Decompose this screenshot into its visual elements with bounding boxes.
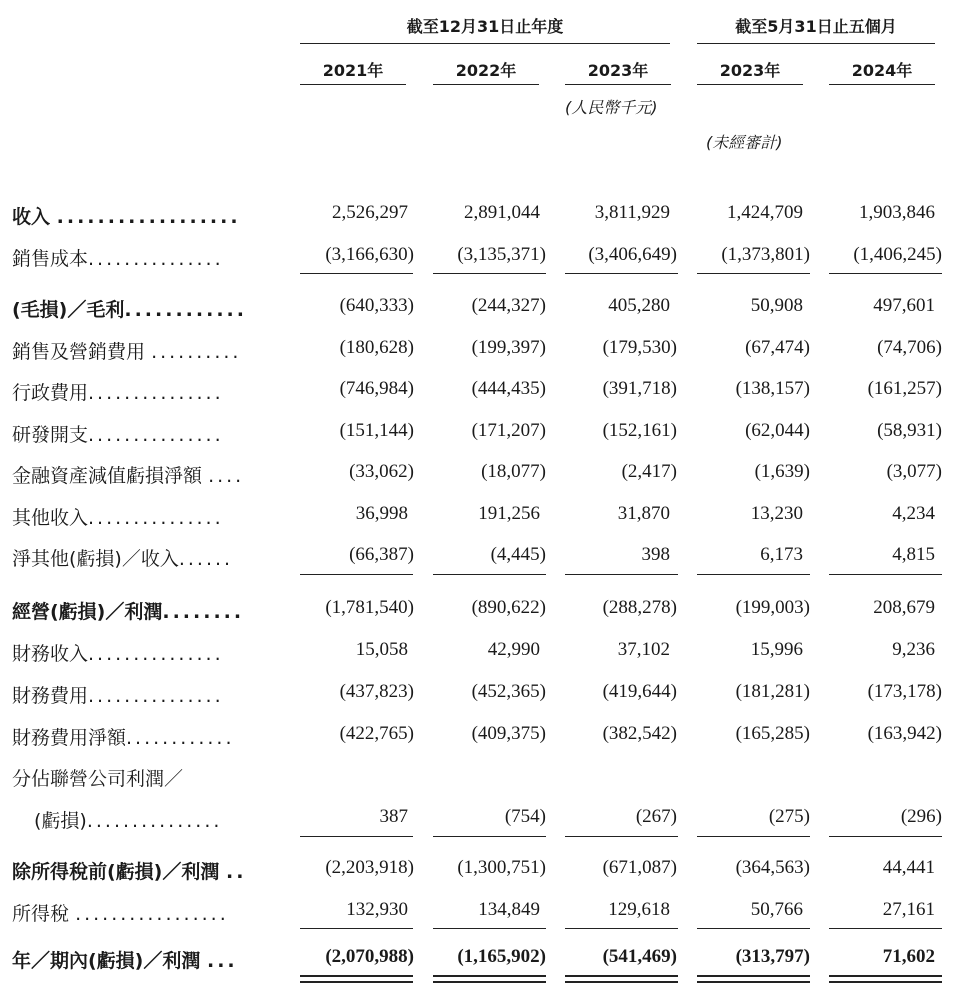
year-underline bbox=[829, 84, 935, 85]
value-cell: 13,230 bbox=[750, 503, 803, 524]
value-cell: (452,365) bbox=[471, 681, 546, 702]
subtotal-rule bbox=[433, 928, 546, 929]
year-header: 2023年 bbox=[719, 61, 781, 80]
value-cell: 37,102 bbox=[617, 639, 670, 660]
subtotal-rule bbox=[829, 836, 942, 837]
value-cell: (364,563) bbox=[735, 857, 810, 878]
subtotal-rule bbox=[697, 273, 810, 274]
year-underline bbox=[697, 84, 803, 85]
value-cell: (890,622) bbox=[471, 597, 546, 618]
value-cell: (199,397) bbox=[471, 337, 546, 358]
value-cell: (62,044) bbox=[745, 420, 810, 441]
currency-note: (人民幣千元) bbox=[565, 98, 658, 117]
value-cell: (181,281) bbox=[735, 681, 810, 702]
row-label-share-of-associates-cont: (虧損)............... bbox=[34, 810, 223, 832]
value-cell: (199,003) bbox=[735, 597, 810, 618]
row-label-rnd-expenses: 研發開支............... bbox=[12, 424, 224, 446]
row-label-selling-expenses: 銷售及營銷費用 .......... bbox=[12, 341, 242, 363]
subtotal-rule bbox=[300, 928, 413, 929]
value-cell: (541,469) bbox=[602, 946, 677, 967]
subtotal-rule bbox=[433, 836, 546, 837]
value-cell: 71,602 bbox=[882, 946, 935, 967]
value-cell: 134,849 bbox=[478, 899, 540, 920]
year-header: 2023年 bbox=[587, 61, 649, 80]
value-cell: 398 bbox=[641, 544, 670, 565]
value-cell: (165,285) bbox=[735, 723, 810, 744]
subtotal-rule bbox=[565, 836, 678, 837]
value-cell: (2,417) bbox=[621, 461, 677, 482]
value-cell: (180,628) bbox=[339, 337, 414, 358]
group-underline bbox=[300, 43, 670, 44]
value-cell: (296) bbox=[900, 806, 942, 827]
year-underline bbox=[300, 84, 406, 85]
value-cell: (640,333) bbox=[339, 295, 414, 316]
double-total-rule bbox=[565, 975, 678, 983]
value-cell: 50,908 bbox=[750, 295, 803, 316]
value-cell: (313,797) bbox=[735, 946, 810, 967]
row-label-impairment-losses: 金融資產減值虧損淨額 .... bbox=[12, 465, 245, 487]
subtotal-rule bbox=[565, 574, 678, 575]
subtotal-rule bbox=[565, 273, 678, 274]
value-cell: 4,234 bbox=[892, 503, 935, 524]
value-cell: (275) bbox=[768, 806, 810, 827]
subtotal-rule bbox=[565, 928, 678, 929]
subtotal-rule bbox=[300, 273, 413, 274]
row-label-net-other: 淨其他(虧損)／收入...... bbox=[12, 548, 234, 570]
value-cell: (163,942) bbox=[867, 723, 942, 744]
value-cell: (754) bbox=[504, 806, 546, 827]
row-label-finance-costs: 財務費用............... bbox=[12, 685, 224, 707]
subtotal-rule bbox=[433, 273, 546, 274]
value-cell: 42,990 bbox=[487, 639, 540, 660]
value-cell: 405,280 bbox=[608, 295, 670, 316]
row-label-profit-for-period: 年／期內(虧損)／利潤 ... bbox=[12, 950, 238, 972]
row-label-gross-profit: (毛損)／毛利............ bbox=[12, 299, 247, 321]
value-cell: (391,718) bbox=[602, 378, 677, 399]
value-cell: 2,526,297 bbox=[332, 202, 408, 223]
value-cell: (2,070,988) bbox=[325, 946, 414, 967]
value-cell: (171,207) bbox=[471, 420, 546, 441]
value-cell: (2,203,918) bbox=[325, 857, 414, 878]
value-cell: 191,256 bbox=[478, 503, 540, 524]
row-label-income-tax: 所得稅 ................. bbox=[12, 903, 229, 925]
value-cell: (66,387) bbox=[349, 544, 414, 565]
value-cell: (3,406,649) bbox=[588, 244, 677, 265]
value-cell: (422,765) bbox=[339, 723, 414, 744]
value-cell: 27,161 bbox=[882, 899, 935, 920]
value-cell: (409,375) bbox=[471, 723, 546, 744]
value-cell: 4,815 bbox=[892, 544, 935, 565]
subtotal-rule bbox=[433, 574, 546, 575]
value-cell: (244,327) bbox=[471, 295, 546, 316]
subtotal-rule bbox=[697, 574, 810, 575]
value-cell: (419,644) bbox=[602, 681, 677, 702]
value-cell: (1,781,540) bbox=[325, 597, 414, 618]
year-header: 2024年 bbox=[851, 61, 913, 80]
value-cell: 44,441 bbox=[882, 857, 935, 878]
group-header-year-ended: 截至12月31日止年度 bbox=[406, 17, 564, 36]
value-cell: (152,161) bbox=[602, 420, 677, 441]
value-cell: 387 bbox=[379, 806, 408, 827]
subtotal-rule bbox=[829, 273, 942, 274]
value-cell: (179,530) bbox=[602, 337, 677, 358]
subtotal-rule bbox=[829, 928, 942, 929]
subtotal-rule bbox=[829, 574, 942, 575]
value-cell: (138,157) bbox=[735, 378, 810, 399]
value-cell: (67,474) bbox=[745, 337, 810, 358]
value-cell: 9,236 bbox=[892, 639, 935, 660]
double-total-rule bbox=[433, 975, 546, 983]
year-header: 2021年 bbox=[322, 61, 384, 80]
value-cell: (1,165,902) bbox=[457, 946, 546, 967]
value-cell: 6,173 bbox=[760, 544, 803, 565]
value-cell: 3,811,929 bbox=[594, 202, 670, 223]
double-total-rule bbox=[697, 975, 810, 983]
row-label-finance-income: 財務收入............... bbox=[12, 643, 224, 665]
value-cell: 497,601 bbox=[873, 295, 935, 316]
value-cell: 129,618 bbox=[608, 899, 670, 920]
value-cell: (1,300,751) bbox=[457, 857, 546, 878]
value-cell: (4,445) bbox=[490, 544, 546, 565]
value-cell: 31,870 bbox=[617, 503, 670, 524]
unaudited-note: (未經審計) bbox=[706, 133, 783, 152]
value-cell: (3,077) bbox=[886, 461, 942, 482]
value-cell: (33,062) bbox=[349, 461, 414, 482]
row-label-operating-result: 經營(虧損)／利潤........ bbox=[12, 601, 245, 623]
value-cell: 15,058 bbox=[355, 639, 408, 660]
value-cell: (382,542) bbox=[602, 723, 677, 744]
value-cell: 50,766 bbox=[750, 899, 803, 920]
value-cell: (437,823) bbox=[339, 681, 414, 702]
value-cell: 36,998 bbox=[355, 503, 408, 524]
value-cell: (151,144) bbox=[339, 420, 414, 441]
subtotal-rule bbox=[300, 836, 413, 837]
value-cell: (3,166,630) bbox=[325, 244, 414, 265]
value-cell: 1,424,709 bbox=[727, 202, 803, 223]
value-cell: 1,903,846 bbox=[859, 202, 935, 223]
year-underline bbox=[433, 84, 539, 85]
value-cell: (18,077) bbox=[481, 461, 546, 482]
row-label-admin-expenses: 行政費用............... bbox=[12, 382, 224, 404]
value-cell: (288,278) bbox=[602, 597, 677, 618]
value-cell: (746,984) bbox=[339, 378, 414, 399]
row-label-cost-of-sales: 銷售成本............... bbox=[12, 248, 224, 270]
double-total-rule bbox=[300, 975, 413, 983]
value-cell: (173,178) bbox=[867, 681, 942, 702]
value-cell: (1,406,245) bbox=[853, 244, 942, 265]
value-cell: 15,996 bbox=[750, 639, 803, 660]
double-total-rule bbox=[829, 975, 942, 983]
year-header: 2022年 bbox=[455, 61, 517, 80]
value-cell: (1,373,801) bbox=[721, 244, 810, 265]
row-label-other-income: 其他收入............... bbox=[12, 507, 224, 529]
value-cell: 132,930 bbox=[346, 899, 408, 920]
subtotal-rule bbox=[697, 836, 810, 837]
row-label-revenue: 收入 .................. bbox=[12, 206, 241, 228]
value-cell: (161,257) bbox=[867, 378, 942, 399]
group-underline bbox=[697, 43, 935, 44]
subtotal-rule bbox=[300, 574, 413, 575]
subtotal-rule bbox=[697, 928, 810, 929]
year-underline bbox=[565, 84, 671, 85]
value-cell: (1,639) bbox=[754, 461, 810, 482]
value-cell: (58,931) bbox=[877, 420, 942, 441]
row-label-profit-before-tax: 除所得稅前(虧損)／利潤 .. bbox=[12, 861, 247, 883]
value-cell: 208,679 bbox=[873, 597, 935, 618]
value-cell: (3,135,371) bbox=[457, 244, 546, 265]
value-cell: 2,891,044 bbox=[464, 202, 540, 223]
value-cell: (267) bbox=[635, 806, 677, 827]
value-cell: (74,706) bbox=[877, 337, 942, 358]
value-cell: (671,087) bbox=[602, 857, 677, 878]
group-header-five-months: 截至5月31日止五個月 bbox=[735, 17, 897, 36]
value-cell: (444,435) bbox=[471, 378, 546, 399]
row-label-net-finance-costs: 財務費用淨額............ bbox=[12, 727, 235, 749]
row-label-share-of-associates: 分佔聯營公司利潤／ bbox=[12, 768, 184, 790]
